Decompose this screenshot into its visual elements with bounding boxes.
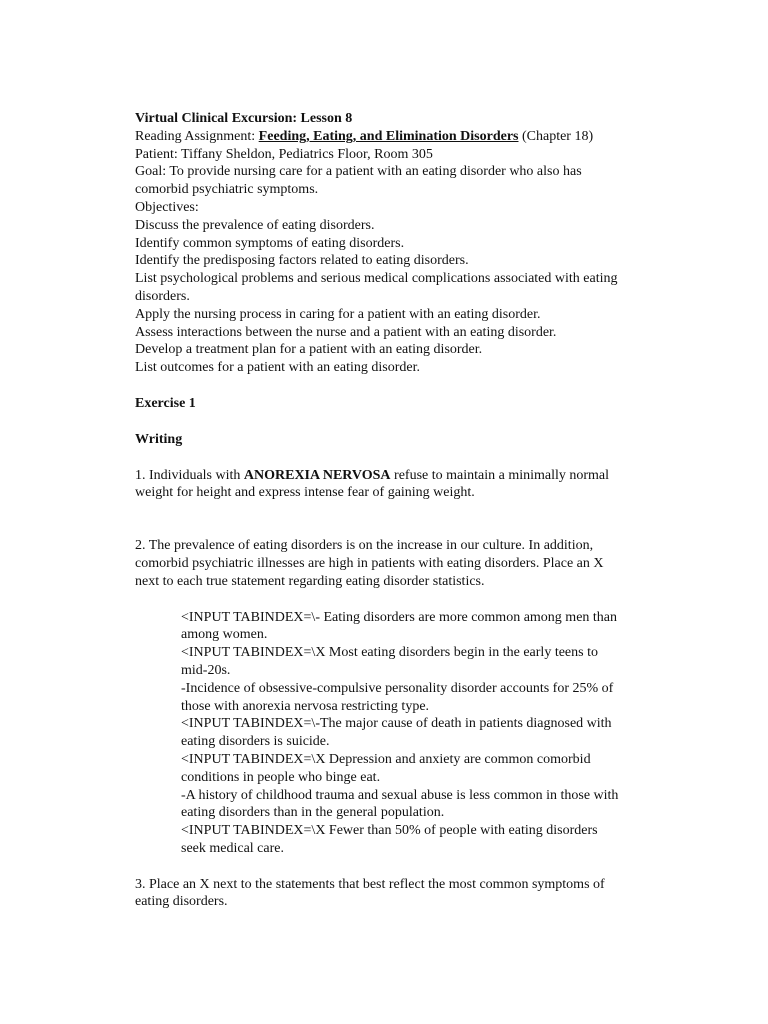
q2-statements	[181, 609, 655, 858]
q1-suffix: refuse to maintain a minimally normal	[390, 467, 610, 483]
question-2	[135, 537, 655, 590]
objective-item: Assess interactions between the nurse and a patient with an eating disorder.	[135, 324, 557, 340]
q2-line-1: 2. The prevalence of eating disorders is on the increase in our culture. In addition,	[135, 538, 594, 554]
objective-item: Identify the predisposing factors related to eating disorders.	[135, 253, 469, 269]
document-page	[135, 110, 655, 911]
statement-item	[181, 822, 655, 858]
objectives-list	[135, 217, 655, 377]
question-3	[135, 876, 655, 912]
statement-line-1: <INPUT TABINDEX=\- Eating disorders are more common among men than	[181, 609, 618, 625]
objective-item: Develop a treatment plan for a patient with an eating disorder.	[135, 342, 483, 358]
objective-item: Identify common symptoms of eating disorders.	[135, 235, 405, 251]
statement-line-2: conditions in people who binge eat.	[181, 769, 381, 785]
statement-item	[181, 680, 655, 716]
statement-line-1: -Incidence of obsessive-compulsive personality disorder accounts for 25% of	[181, 680, 614, 696]
statement-item	[181, 787, 655, 823]
q1-answer: ANOREXIA NERVOSA	[243, 467, 391, 483]
objective-item: List psychological problems and serious medical complications associated with eating	[135, 271, 618, 287]
statement-line-2: eating disorders is suicide.	[181, 734, 330, 750]
goal-line-2: comorbid psychiatric symptoms.	[135, 182, 319, 198]
q1-line-2: weight for height and express intense fear of gaining weight.	[135, 485, 475, 501]
objective-item: List outcomes for a patient with an eating disorder.	[135, 360, 420, 376]
goal-line-1: Goal: To provide nursing care for a patient with an eating disorder who also has	[135, 164, 582, 180]
q3-line-1: 3. Place an X next to the statements that best reflect the most common symptoms of	[135, 876, 605, 892]
statement-item	[181, 609, 655, 645]
statement-line-2: eating disorders than in the general population.	[181, 805, 445, 821]
statement-item	[181, 644, 655, 680]
writing-subheading: Writing	[135, 431, 183, 447]
objective-item: Discuss the prevalence of eating disorders.	[135, 217, 375, 233]
reading-prefix: Reading Assignment:	[135, 128, 259, 144]
statement-line-2: among women.	[181, 627, 268, 643]
exercise-heading: Exercise 1	[135, 395, 196, 411]
reading-assignment	[135, 128, 655, 146]
q3-line-2: eating disorders.	[135, 894, 228, 910]
patient-line: Patient: Tiffany Sheldon, Pediatrics Floor, Room 305	[135, 146, 433, 162]
q2-line-3: next to each true statement regarding eating disorder statistics.	[135, 573, 485, 589]
statement-line-2: those with anorexia nervosa restricting type.	[181, 698, 430, 714]
statement-item	[181, 715, 655, 751]
objectives-label: Objectives:	[135, 199, 199, 215]
q1-prefix: 1. Individuals with	[135, 467, 244, 483]
statement-line-1: <INPUT TABINDEX=\X Most eating disorders begin in the early teens to	[181, 645, 598, 661]
reading-title: Feeding, Eating, and Elimination Disorders	[258, 128, 519, 144]
question-1	[135, 467, 655, 503]
objective-item-continued: disorders.	[135, 288, 190, 304]
reading-suffix: (Chapter 18)	[518, 128, 594, 144]
statement-line-2: mid-20s.	[181, 662, 231, 678]
statement-item	[181, 751, 655, 787]
lesson-title: Virtual Clinical Excursion: Lesson 8	[135, 111, 353, 126]
q2-line-2: comorbid psychiatric illnesses are high in patients with eating disorders. Place an X	[135, 555, 604, 571]
statement-line-1: <INPUT TABINDEX=\-The major cause of death in patients diagnosed with	[181, 716, 612, 732]
statement-line-1: <INPUT TABINDEX=\X Depression and anxiety are common comorbid	[181, 751, 591, 767]
objective-item: Apply the nursing process in caring for a patient with an eating disorder.	[135, 306, 541, 322]
statement-line-1: -A history of childhood trauma and sexual abuse is less common in those with	[181, 787, 619, 803]
statement-line-2: seek medical care.	[181, 840, 284, 856]
statement-line-1: <INPUT TABINDEX=\X Fewer than 50% of people with eating disorders	[181, 823, 598, 839]
